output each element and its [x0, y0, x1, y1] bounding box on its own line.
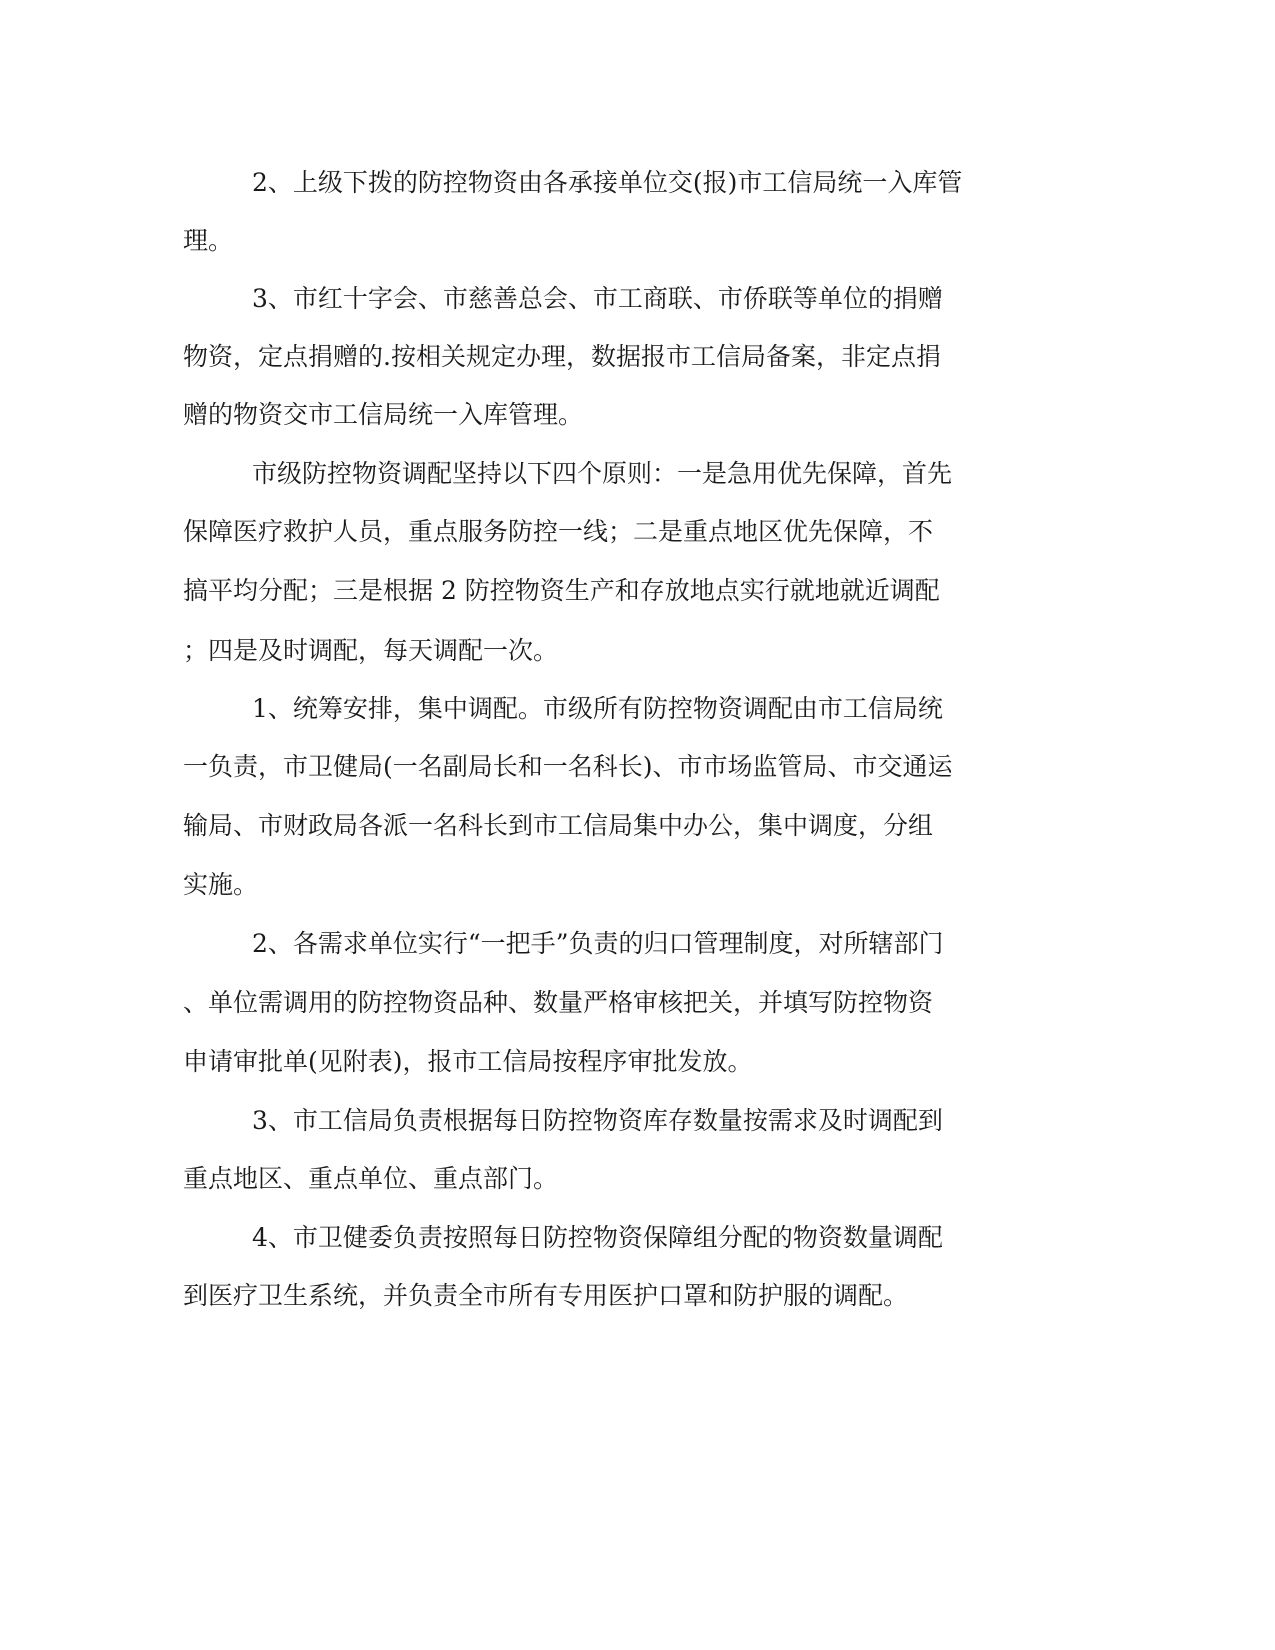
- text-line: 输局、市财政局各派一名科长到市工信局集中办公，集中调度，分组: [183, 811, 934, 840]
- text-line: 3、市红十字会、市慈善总会、市工商联、市侨联等单位的捐赠: [252, 284, 943, 313]
- text-line: 一负责，市卫健局(一名副局长和一名科长)、市市场监管局、市交通运: [183, 752, 953, 781]
- text-line: 4、市卫健委负责按照每日防控物资保障组分配的物资数量调配: [252, 1223, 943, 1252]
- text-line: 到医疗卫生系统，并负责全市所有专用医护口罩和防护服的调配。: [183, 1281, 909, 1310]
- text-line: 1、统筹安排，集中调配。市级所有防控物资调配由市工信局统: [252, 694, 943, 723]
- text-line: 物资，定点捐赠的.按相关规定办理，数据报市工信局备案，非定点捐: [183, 342, 941, 371]
- text-line: 搞平均分配；三是根据 2 防控物资生产和存放地点实行就地就近调配: [183, 576, 940, 605]
- text-line: 实施。: [183, 870, 259, 899]
- text-line: 重点地区、重点单位、重点部门。: [183, 1164, 559, 1193]
- text-line: 2、各需求单位实行“一把手”负责的归口管理制度，对所辖部门: [252, 929, 944, 958]
- text-line: 赠的物资交市工信局统一入库管理。: [183, 400, 584, 429]
- text-line: 市级防控物资调配坚持以下四个原则：一是急用优先保障，首先: [252, 459, 953, 488]
- text-line: 2、上级下拨的防控物资由各承接单位交(报)市工信局统一入库管: [252, 168, 963, 197]
- text-line: 3、市工信局负责根据每日防控物资库存数量按需求及时调配到: [252, 1106, 943, 1135]
- text-line: ；四是及时调配，每天调配一次。: [183, 636, 559, 665]
- text-line: 、单位需调用的防控物资品种、数量严格审核把关，并填写防控物资: [183, 988, 934, 1017]
- text-line: 保障医疗救护人员，重点服务防控一线；二是重点地区优先保障，不: [183, 517, 934, 546]
- text-line: 理。: [183, 226, 234, 255]
- text-line: 申请审批单(见附表)，报市工信局按程序审批发放。: [183, 1047, 753, 1076]
